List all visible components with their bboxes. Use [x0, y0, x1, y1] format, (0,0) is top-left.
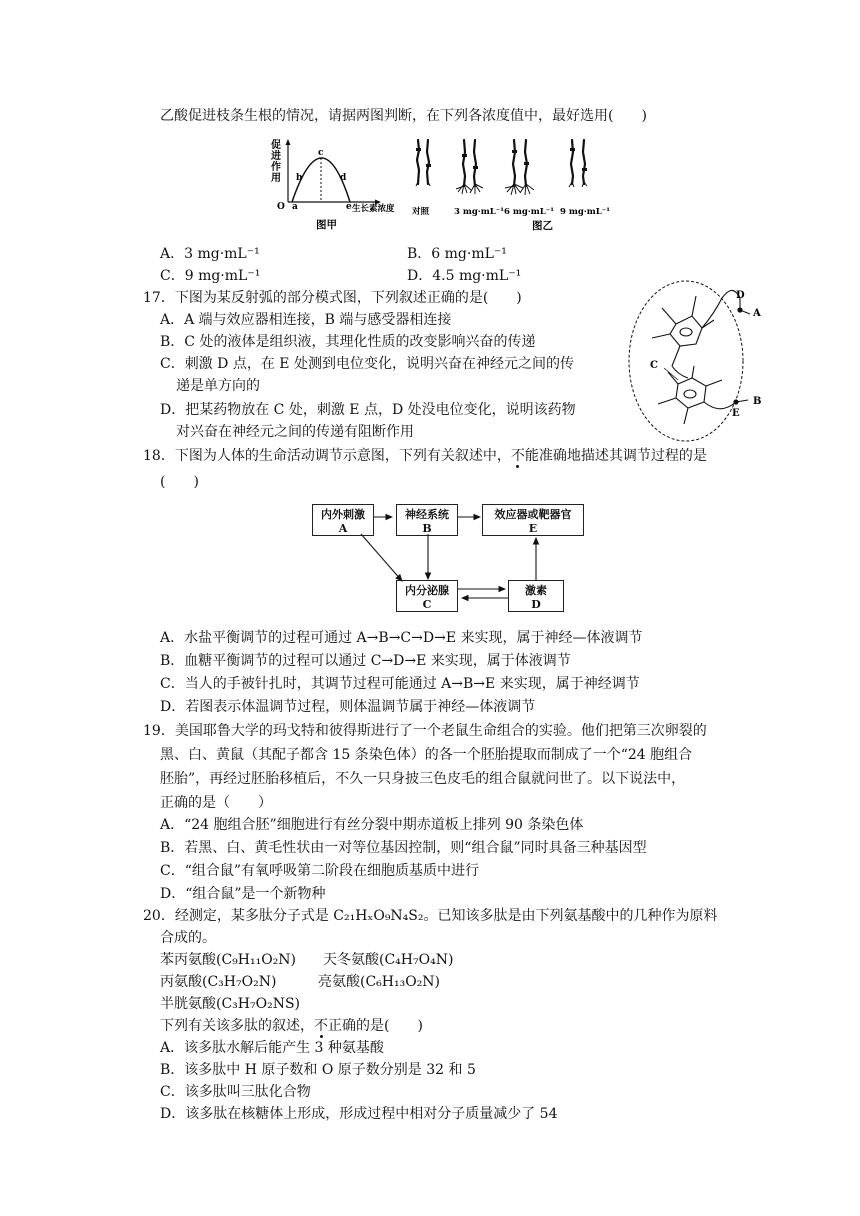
point-a: a [292, 202, 298, 212]
box-c: 内分泌腺 C [396, 580, 458, 612]
q16-stem: 乙酸促进枝条生根的情况，请据两图判断，在下列各浓度值中，最好选用( ) [160, 108, 647, 124]
q20-option-c: C．该多肽叫三肽化合物 [160, 1084, 311, 1100]
q16-option-a: A．3 mg·mL⁻¹ [160, 246, 260, 262]
label-control: 对照 [412, 207, 430, 217]
amino-acid-asp: 天冬氨酸(C₄H₇O₄N) [323, 952, 454, 968]
q20-option-a: A．该多肽水解后能产生 3 种氨基酸 [160, 1040, 384, 1056]
q17-option-a: A．A 端与效应器相连接，B 端与感受器相连接 [160, 312, 452, 328]
point-b: b [296, 173, 303, 183]
box-e: 效应器或靶器官 E [482, 504, 584, 536]
label-3mg: 3 mg·mL⁻¹ [454, 207, 504, 217]
q19-option-b: B．若黑、白、黄毛性状由一对等位基因控制，则“组合鼠”同时具备三种基因型 [160, 840, 647, 856]
q17-option-d: D．把某药物放在 C 处，刺激 E 点，D 处没电位变化，说明该药物 [160, 402, 576, 418]
q19-option-c: C．“组合鼠”有氧呼吸第二阶段在细胞质基质中进行 [160, 863, 480, 879]
q18-option-b: B．血糖平衡调节的过程可以通过 C→D→E 来实现，属于体液调节 [160, 653, 571, 669]
label-e: E [732, 408, 740, 419]
label-b: B [753, 396, 762, 407]
y-label-2: 进 [271, 151, 281, 162]
q19-option-d: D．“组合鼠”是一个新物种 [160, 886, 326, 902]
label-6mg: 6 mg·mL⁻¹ [504, 207, 554, 217]
figure-jia-caption: 图甲 [316, 219, 337, 231]
origin-label: O [277, 202, 285, 212]
q19-stem-line-2: 黑、白、黄鼠（其配子都含 15 条染色体）的各一个胚胎提取而制成了一个“24 胞组合 [160, 747, 693, 763]
q19-stem-line-1: 19．美国耶鲁大学的玛戈特和彼得斯进行了一个老鼠生命组合的实验。他们把第三次卵裂的 [143, 723, 707, 739]
y-label-3: 作 [271, 162, 281, 173]
point-c: c [318, 148, 324, 158]
q19-option-a: A．“24 胞组合胚”细胞进行有丝分裂中期赤道板上排列 90 条染色体 [160, 817, 584, 833]
label-c: C [650, 360, 658, 371]
figure-yi-caption: 图乙 [532, 220, 553, 232]
q16-option-b: B．6 mg·mL⁻¹ [407, 246, 507, 262]
q17-option-b: B．C 处的液体是组织液，其理化性质的改变影响兴奋的传递 [160, 334, 536, 350]
q17-option-d-cont: 对兴奋在神经元之间的传递有阻断作用 [176, 424, 414, 440]
amino-acid-ala: 丙氨酸(C₃H₇O₂N) [160, 974, 277, 990]
box-d: 激素 D [508, 580, 564, 612]
figure-yi [408, 138, 620, 232]
q18-stem-paren: ( ) [160, 474, 199, 490]
point-e: e [346, 202, 352, 212]
flowchart [300, 498, 600, 618]
y-label-1: 促 [271, 140, 281, 151]
q18-option-d: D．若图表示体温调节过程，则体温调节属于神经—体液调节 [160, 699, 536, 715]
emphasis-dot-text: 不 [314, 1018, 328, 1034]
point-d: d [340, 173, 347, 183]
box-b: 神经系统 B [396, 504, 458, 536]
q20-option-b: B．该多肽中 H 原子数和 O 原子数分别是 32 和 5 [160, 1062, 476, 1078]
amino-acid-leu: 亮氨酸(C₆H₁₃O₂N) [318, 974, 441, 990]
q20-option-d: D．该多肽在核糖体上形成，形成过程中相对分子质量减少了 54 [160, 1106, 558, 1122]
box-a: 内外刺激 A [312, 504, 374, 536]
q18-stem: 18．下图为人体的生命活动调节示意图，下列有关叙述中，不能准确地描述其调节过程的是 [143, 448, 707, 464]
q18-option-a: A．水盐平衡调节的过程可通过 A→B→C→D→E 来实现，属于神经—体液调节 [160, 630, 643, 646]
label-9mg: 9 mg·mL⁻¹ [560, 207, 610, 217]
label-a: A [753, 308, 761, 319]
q18-option-c: C．当人的手被针扎时，其调节过程可能通过 A→B→E 来实现，属于神经调节 [160, 676, 640, 692]
q17-option-c-cont: 递是单方向的 [176, 378, 260, 394]
q19-stem-line-4: 正确的是（ ） [160, 795, 272, 811]
q17-stem: 17．下图为某反射弧的部分模式图，下列叙述正确的是( ) [143, 290, 522, 306]
y-label-4: 用 [271, 173, 281, 184]
q20-stem-line-2: 合成的。 [160, 930, 216, 946]
q16-option-d: D．4.5 mg·mL⁻¹ [407, 268, 522, 284]
q16-option-c: C．9 mg·mL⁻¹ [160, 268, 261, 284]
figure-jia [270, 136, 410, 232]
q20-question: 下列有关该多肽的叙述，不正确的是( ) [160, 1018, 423, 1034]
emphasis-dot-text: 不 [510, 448, 525, 464]
amino-acid-phe: 苯丙氨酸(C₉H₁₁O₂N) [160, 952, 297, 968]
x-axis-label: 生长素浓度 [352, 204, 395, 214]
q20-stem-line-1: 20．经测定，某多肽分子式是 C₂₁HₓO₉N₄S₂。已知该多肽是由下列氨基酸中的几种作为原料 [143, 908, 718, 924]
q19-stem-line-3: 胚胎”，再经过胚胎移植后，不久一只身披三色皮毛的组合鼠就问世了。以下说法中， [160, 771, 686, 787]
label-d: D [736, 290, 745, 301]
molecular-formula: C₂₁HₓO₉N₄S₂ [333, 908, 424, 924]
amino-acid-cys: 半胱氨酸(C₃H₇O₂NS) [160, 996, 300, 1012]
reflex-arc-figure [622, 276, 772, 446]
q17-option-c: C．刺激 D 点，在 E 处测到电位变化，说明兴奋在神经元之间的传 [160, 356, 574, 372]
